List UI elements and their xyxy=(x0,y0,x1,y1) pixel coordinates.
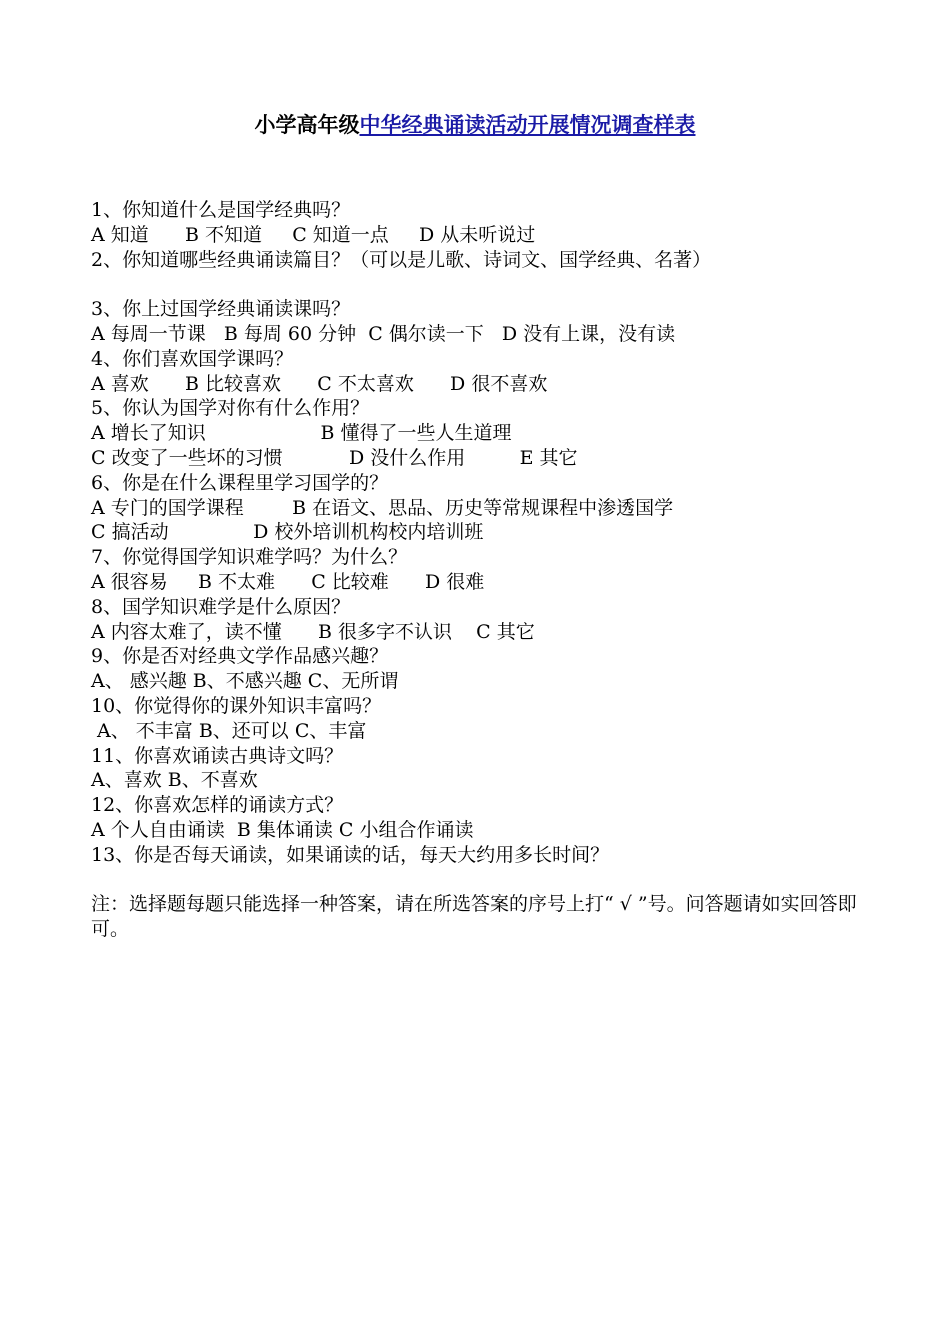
title-link[interactable]: 中华经典诵读活动开展情况调查样表 xyxy=(359,113,696,137)
options-line: A 每周一节课 B 每周 60 分钟 C 偶尔读一下 D 没有上课，没有读 xyxy=(91,322,676,345)
options-line: A 喜欢 B 比较喜欢 C 不太喜欢 D 很不喜欢 xyxy=(91,372,548,395)
question-line: 2、你知道哪些经典诵读篇目？（可以是儿歌、诗词文、国学经典、名著） xyxy=(91,248,712,271)
question-line: 11、你喜欢诵读古典诗文吗？ xyxy=(91,744,344,767)
survey-body xyxy=(91,198,871,942)
options-line: A、喜欢 B、不喜欢 xyxy=(91,769,258,792)
options-line: A 专门的国学课程 B 在语文、思品、历史等常规课程中渗透国学 xyxy=(91,496,674,519)
blank-line xyxy=(91,868,871,893)
question-line: 12、你喜欢怎样的诵读方式？ xyxy=(91,794,344,817)
options-line: A 很容易 B 不太难 C 比较难 D 很难 xyxy=(91,570,485,593)
page-title xyxy=(0,110,950,140)
options-line: A、 感兴趣 B、不感兴趣 C、无所谓 xyxy=(91,670,399,693)
question-line: 13、你是否每天诵读，如果诵读的话，每天大约用多长时间？ xyxy=(91,843,610,866)
question-line: 10、你觉得你的课外知识丰富吗？ xyxy=(91,694,382,717)
options-line: A 增长了知识 B 懂得了一些人生道理 xyxy=(91,422,512,445)
options-line: A、 不丰富 B、还可以 C、丰富 xyxy=(91,719,367,742)
blank-line xyxy=(91,272,871,297)
question-line: 6、你是在什么课程里学习国学的？ xyxy=(91,471,389,494)
question-line: 8、国学知识难学是什么原因？ xyxy=(91,595,351,618)
question-line: 5、你认为国学对你有什么作用？ xyxy=(91,397,370,420)
title-plain: 小学高年级 xyxy=(254,113,360,137)
options-line: C 搞活动 D 校外培训机构校内培训班 xyxy=(91,521,484,544)
question-line: 3、你上过国学经典诵读课吗？ xyxy=(91,298,351,321)
question-line: 9、你是否对经典文学作品感兴趣？ xyxy=(91,645,389,668)
options-line: A 个人自由诵读 B 集体诵读 C 小组合作诵读 xyxy=(91,818,474,841)
instruction-note: 注：选择题每题只能选择一种答案，请在所选答案的序号上打“ √ ”号。问答题请如实回答即可。 xyxy=(91,893,857,941)
question-line: 7、你觉得国学知识难学吗？为什么？ xyxy=(91,546,408,569)
question-line: 4、你们喜欢国学课吗？ xyxy=(91,347,294,370)
options-line: A 内容太难了，读不懂 B 很多字不认识 C 其它 xyxy=(91,620,535,643)
question-line: 1、你知道什么是国学经典吗？ xyxy=(91,199,351,221)
options-line: A 知道 B 不知道 C 知道一点 D 从未听说过 xyxy=(91,223,536,246)
options-line: C 改变了一些坏的习惯 D 没什么作用 E 其它 xyxy=(91,446,578,469)
